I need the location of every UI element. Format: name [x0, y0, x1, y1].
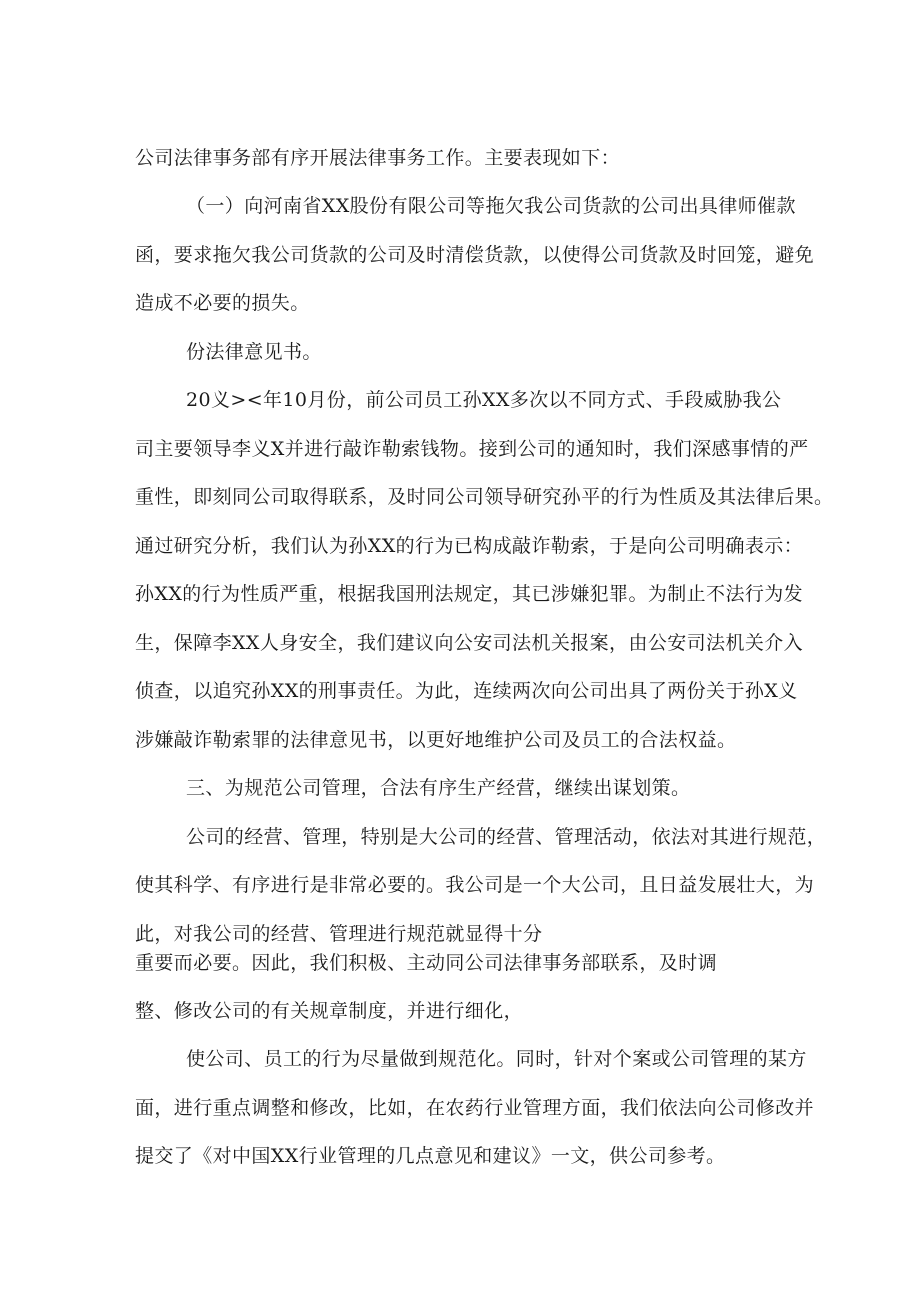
text-line: 使公司、员工的行为尽量做到规范化。同时，针对个案或公司管理的某方	[186, 1048, 807, 1070]
text-line: 使其科学、有序进行是非常必要的。我公司是一个大公司，且日益发展壮大，为	[135, 874, 815, 896]
text-line: 提交了《对中国XX行业管理的几点意见和建议》一文，供公司参考。	[135, 1145, 726, 1167]
text-line: 面，进行重点调整和修改，比如，在农药行业管理方面，我们依法向公司修改并	[135, 1097, 815, 1119]
text-line: 生，保障李XX人身安全，我们建议向公安司法机关报案，由公安司法机关介入	[135, 632, 804, 654]
text-line: 此，对我公司的经营、管理进行规范就显得十分	[135, 923, 543, 945]
text-line: 侦查，以追究孙XX的刑事责任。为此，连续两次向公司出具了两份关于孙X义	[135, 680, 798, 702]
text-line: 份法律意见书。	[186, 341, 322, 363]
text-line: 函，要求拖欠我公司货款的公司及时清偿货款，以使得公司货款及时回笼，避免	[135, 244, 815, 266]
text-line: （一）向河南省XX股份有限公司等拖欠我公司货款的公司出具律师催款	[186, 195, 796, 217]
text-line: 司主要领导李义X并进行敲诈勒索钱物。接到公司的通知时，我们深感事情的严	[135, 438, 809, 460]
text-line: 公司的经营、管理，特别是大公司的经营、管理活动，依法对其进行规范，	[186, 826, 827, 848]
text-line: 整、修改公司的有关规章制度，并进行细化，	[135, 1000, 524, 1022]
text-line: 重性，即刻同公司取得联系，及时同公司领导研究孙平的行为性质及其法律后果。	[135, 486, 834, 508]
text-line: 造成不必要的损失。	[135, 292, 310, 314]
text-line: 通过研究分析，我们认为孙XX的行为已构成敲诈勒索，于是向公司明确表示：	[135, 535, 804, 557]
text-line: 公司法律事务部有序开展法律事务工作。主要表现如下：	[135, 147, 621, 169]
section-heading: 三、为规范公司管理，合法有序生产经营，继续出谋划策。	[186, 777, 691, 799]
text-line: 20义><年10月份，前公司员工孙XX多次以不同方式、手段威胁我公	[186, 389, 782, 411]
text-line: 涉嫌敲诈勒索罪的法律意见书，以更好地维护公司及员工的合法权益。	[135, 729, 737, 751]
text-line: 孙XX的行为性质严重，根据我国刑法规定，其已涉嫌犯罪。为制止不法行为发	[135, 583, 804, 605]
text-line: 重要而必要。因此，我们积极、主动同公司法律事务部联系，及时调	[135, 952, 718, 974]
